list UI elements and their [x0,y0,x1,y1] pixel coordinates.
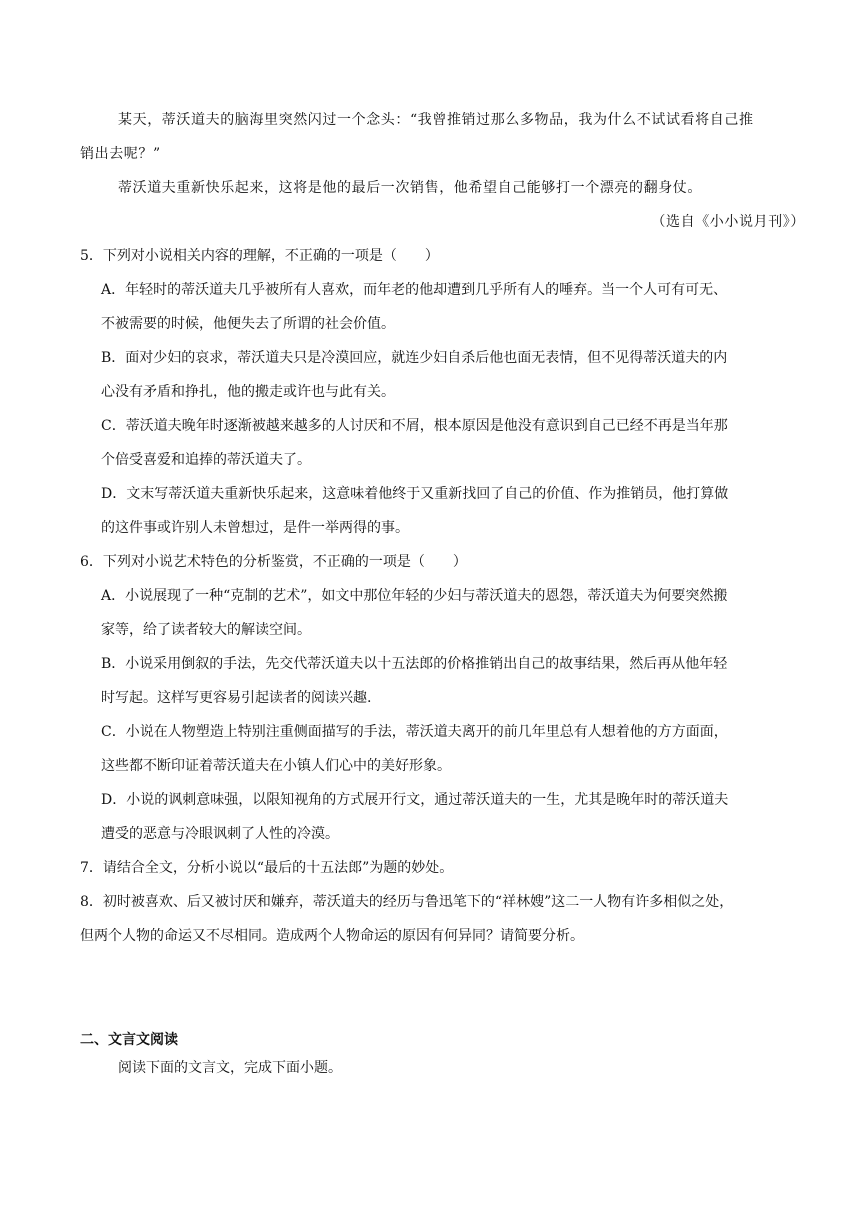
question-6-option-a-line-2: 家等，给了读者较大的解读空间。 [101,622,311,638]
question-8-line-2: 但两个人物的命运又不尽相同。造成两个人物命运的原因有何异同？请简要分析。 [80,928,584,944]
question-6-option-d-line-1: D．小说的讽刺意味强，以限知视角的方式展开行文，通过蒂沃道夫的一生，尤其是晚年时的蒂沃道夫 [101,792,729,808]
question-6-stem: 6．下列对小说艺术特色的分析鉴赏，不正确的一项是（ ） [80,554,467,570]
question-8-line-1: 8．初时被喜欢、后又被讨厌和嫌弃，蒂沃道夫的经历与鲁迅笔下的“祥林嫂”这二一人物有许多相似之处， [80,894,734,910]
question-6-option-d-line-2: 遭受的恶意与冷眼讽刺了人性的冷漠。 [101,826,339,842]
question-5-option-b-line-1: B．面对少妇的哀求，蒂沃道夫只是冷漠回应，就连少妇自杀后他也面无表情，但不见得蒂沃道夫的内 [101,350,728,366]
question-6-option-c-line-1: C．小说在人物塑造上特别注重侧面描写的手法，蒂沃道夫离开的前几年里总有人想着他的方方面面， [101,724,728,740]
question-5-option-d-line-2: 的这件事或许别人未曾想过，是件一举两得的事。 [101,520,409,536]
section-2-heading: 二、文言文阅读 [80,1032,178,1048]
question-5-option-c-line-2: 个倍受喜爱和追捧的蒂沃道夫了。 [101,452,311,468]
source-citation: （选自《小小说月刊》） [651,214,805,230]
section-2-instruction: 阅读下面的文言文，完成下面小题。 [118,1060,342,1076]
question-5-option-a-line-2: 不被需要的时候，他便失去了所谓的社会价值。 [101,316,395,332]
question-5-option-d-line-1: D．文末写蒂沃道夫重新快乐起来，这意味着他终于又重新找回了自己的价值、作为推销员，他打算做 [101,486,729,502]
question-6-option-b-line-1: B．小说采用倒叙的手法，先交代蒂沃道夫以十五法郎的价格推销出自己的故事结果，然后再从他年轻 [101,656,728,672]
question-5-option-b-line-2: 心没有矛盾和挣扎，他的搬走或许也与此有关。 [101,384,395,400]
story-paragraph-1-line-1: 某天，蒂沃道夫的脑海里突然闪过一个念头：“我曾推销过那么多物品，我为什么不试试看将自己推 [118,112,754,128]
question-6-option-c-line-2: 这些都不断印证着蒂沃道夫在小镇人们心中的美好形象。 [101,758,451,774]
question-5-option-a-line-1: A．年轻时的蒂沃道夫几乎被所有人喜欢，而年老的他却遭到几乎所有人的唾弃。当一个人可有可无、 [101,282,728,298]
question-5-stem: 5．下列对小说相关内容的理解，不正确的一项是（ ） [80,248,439,264]
question-6-option-b-line-2: 时写起。这样写更容易引起读者的阅读兴趣. [101,690,372,706]
story-paragraph-1-line-2: 销出去呢？” [80,146,161,162]
question-7: 7．请结合全文，分析小说以“最后的十五法郎”为题的妙处。 [80,860,454,876]
story-paragraph-2: 蒂沃道夫重新快乐起来，这将是他的最后一次销售，他希望自己能够打一个漂亮的翻身仗。 [118,180,702,196]
question-6-option-a-line-1: A．小说展现了一种“克制的艺术”，如文中那位年轻的少妇与蒂沃道夫的恩怨，蒂沃道夫为何要突然搬 [101,588,728,604]
question-5-option-c-line-1: C．蒂沃道夫晚年时逐渐被越来越多的人讨厌和不屑，根本原因是他没有意识到自己已经不再是当年那 [101,418,728,434]
